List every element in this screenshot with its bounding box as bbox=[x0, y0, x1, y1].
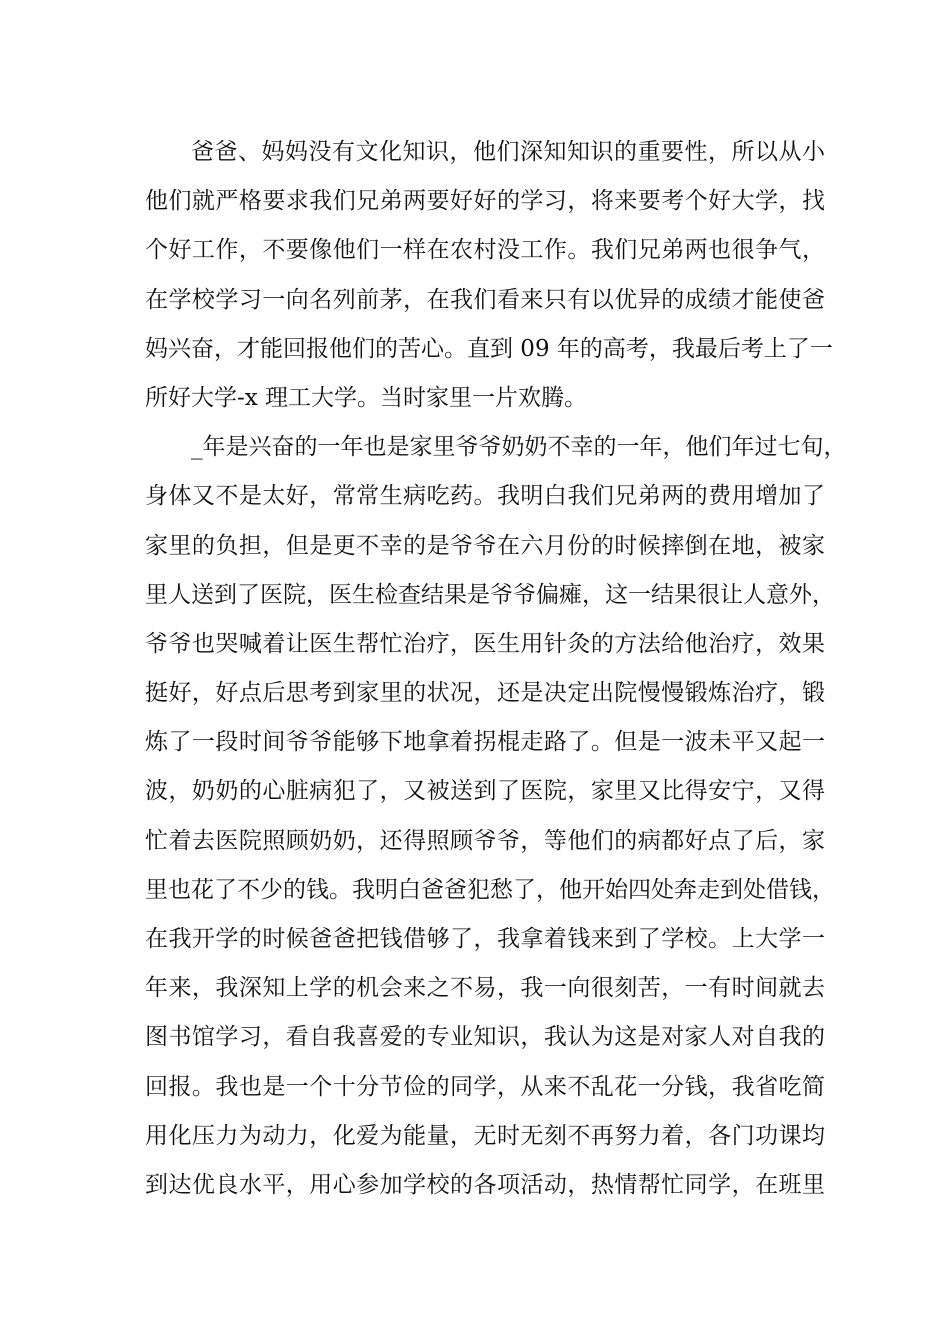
text-line: 妈兴奋，才能回报他们的苦心。直到 09 年的高考，我最后考上了一 bbox=[145, 335, 833, 362]
text-line: 爷爷也哭喊着让医生帮忙治疗，医生用针灸的方法给他治疗，效果 bbox=[145, 630, 825, 657]
text-line: 在学校学习一向名列前茅，在我们看来只有以优异的成绩才能使爸 bbox=[145, 286, 825, 313]
text-line: 到达优良水平，用心参加学校的各项活动，热情帮忙同学，在班里 bbox=[145, 1171, 825, 1198]
document-body bbox=[145, 128, 847, 1210]
text-line: 年来，我深知上学的机会来之不易，我一向很刻苦，一有时间就去 bbox=[145, 975, 825, 1002]
paragraph-1 bbox=[145, 128, 833, 423]
text-line: _年是兴奋的一年也是家里爷爷奶奶不幸的一年，他们年过七旬， bbox=[191, 434, 847, 461]
text-line: 他们就严格要求我们兄弟两要好好的学习，将来要考个好大学，找 bbox=[145, 188, 825, 215]
text-line: 炼了一段时间爷爷能够下地拿着拐棍走路了。但是一波未平又起一 bbox=[145, 729, 825, 756]
text-line: 里人送到了医院，医生检查结果是爷爷偏瘫，这一结果很让人意外， bbox=[145, 581, 835, 608]
paragraph-2 bbox=[145, 423, 847, 1210]
text-line: 忙着去医院照顾奶奶，还得照顾爷爷，等他们的病都好点了后，家 bbox=[145, 827, 825, 854]
text-line: 个好工作，不要像他们一样在农村没工作。我们兄弟两也很争气， bbox=[145, 237, 825, 264]
text-line: 波，奶奶的心脏病犯了，又被送到了医院，家里又比得安宁，又得 bbox=[145, 778, 825, 805]
text-line: 在我开学的时候爸爸把钱借够了，我拿着钱来到了学校。上大学一 bbox=[145, 926, 825, 952]
text-line: 图书馆学习，看自我喜爱的专业知识，我认为这是对家人对自我的 bbox=[145, 1024, 825, 1051]
text-line: 用化压力为动力，化爱为能量，无时无刻不再努力着，各门功课均 bbox=[145, 1122, 825, 1149]
text-line: 身体又不是太好，常常生病吃药。我明白我们兄弟两的费用增加了 bbox=[145, 483, 825, 510]
text-line: 所好大学-x 理工大学。当时家里一片欢腾。 bbox=[145, 384, 588, 411]
text-line: 爸爸、妈妈没有文化知识，他们深知知识的重要性，所以从小 bbox=[191, 139, 825, 165]
text-line: 回报。我也是一个十分节俭的同学，从来不乱花一分钱，我省吃简 bbox=[145, 1073, 825, 1100]
text-line: 家里的负担，但是更不幸的是爷爷在六月份的时候摔倒在地，被家 bbox=[145, 532, 825, 559]
text-line: 挺好，好点后思考到家里的状况，还是决定出院慢慢锻炼治疗，锻 bbox=[145, 680, 825, 707]
text-line: 里也花了不少的钱。我明白爸爸犯愁了，他开始四处奔走到处借钱， bbox=[145, 876, 835, 903]
